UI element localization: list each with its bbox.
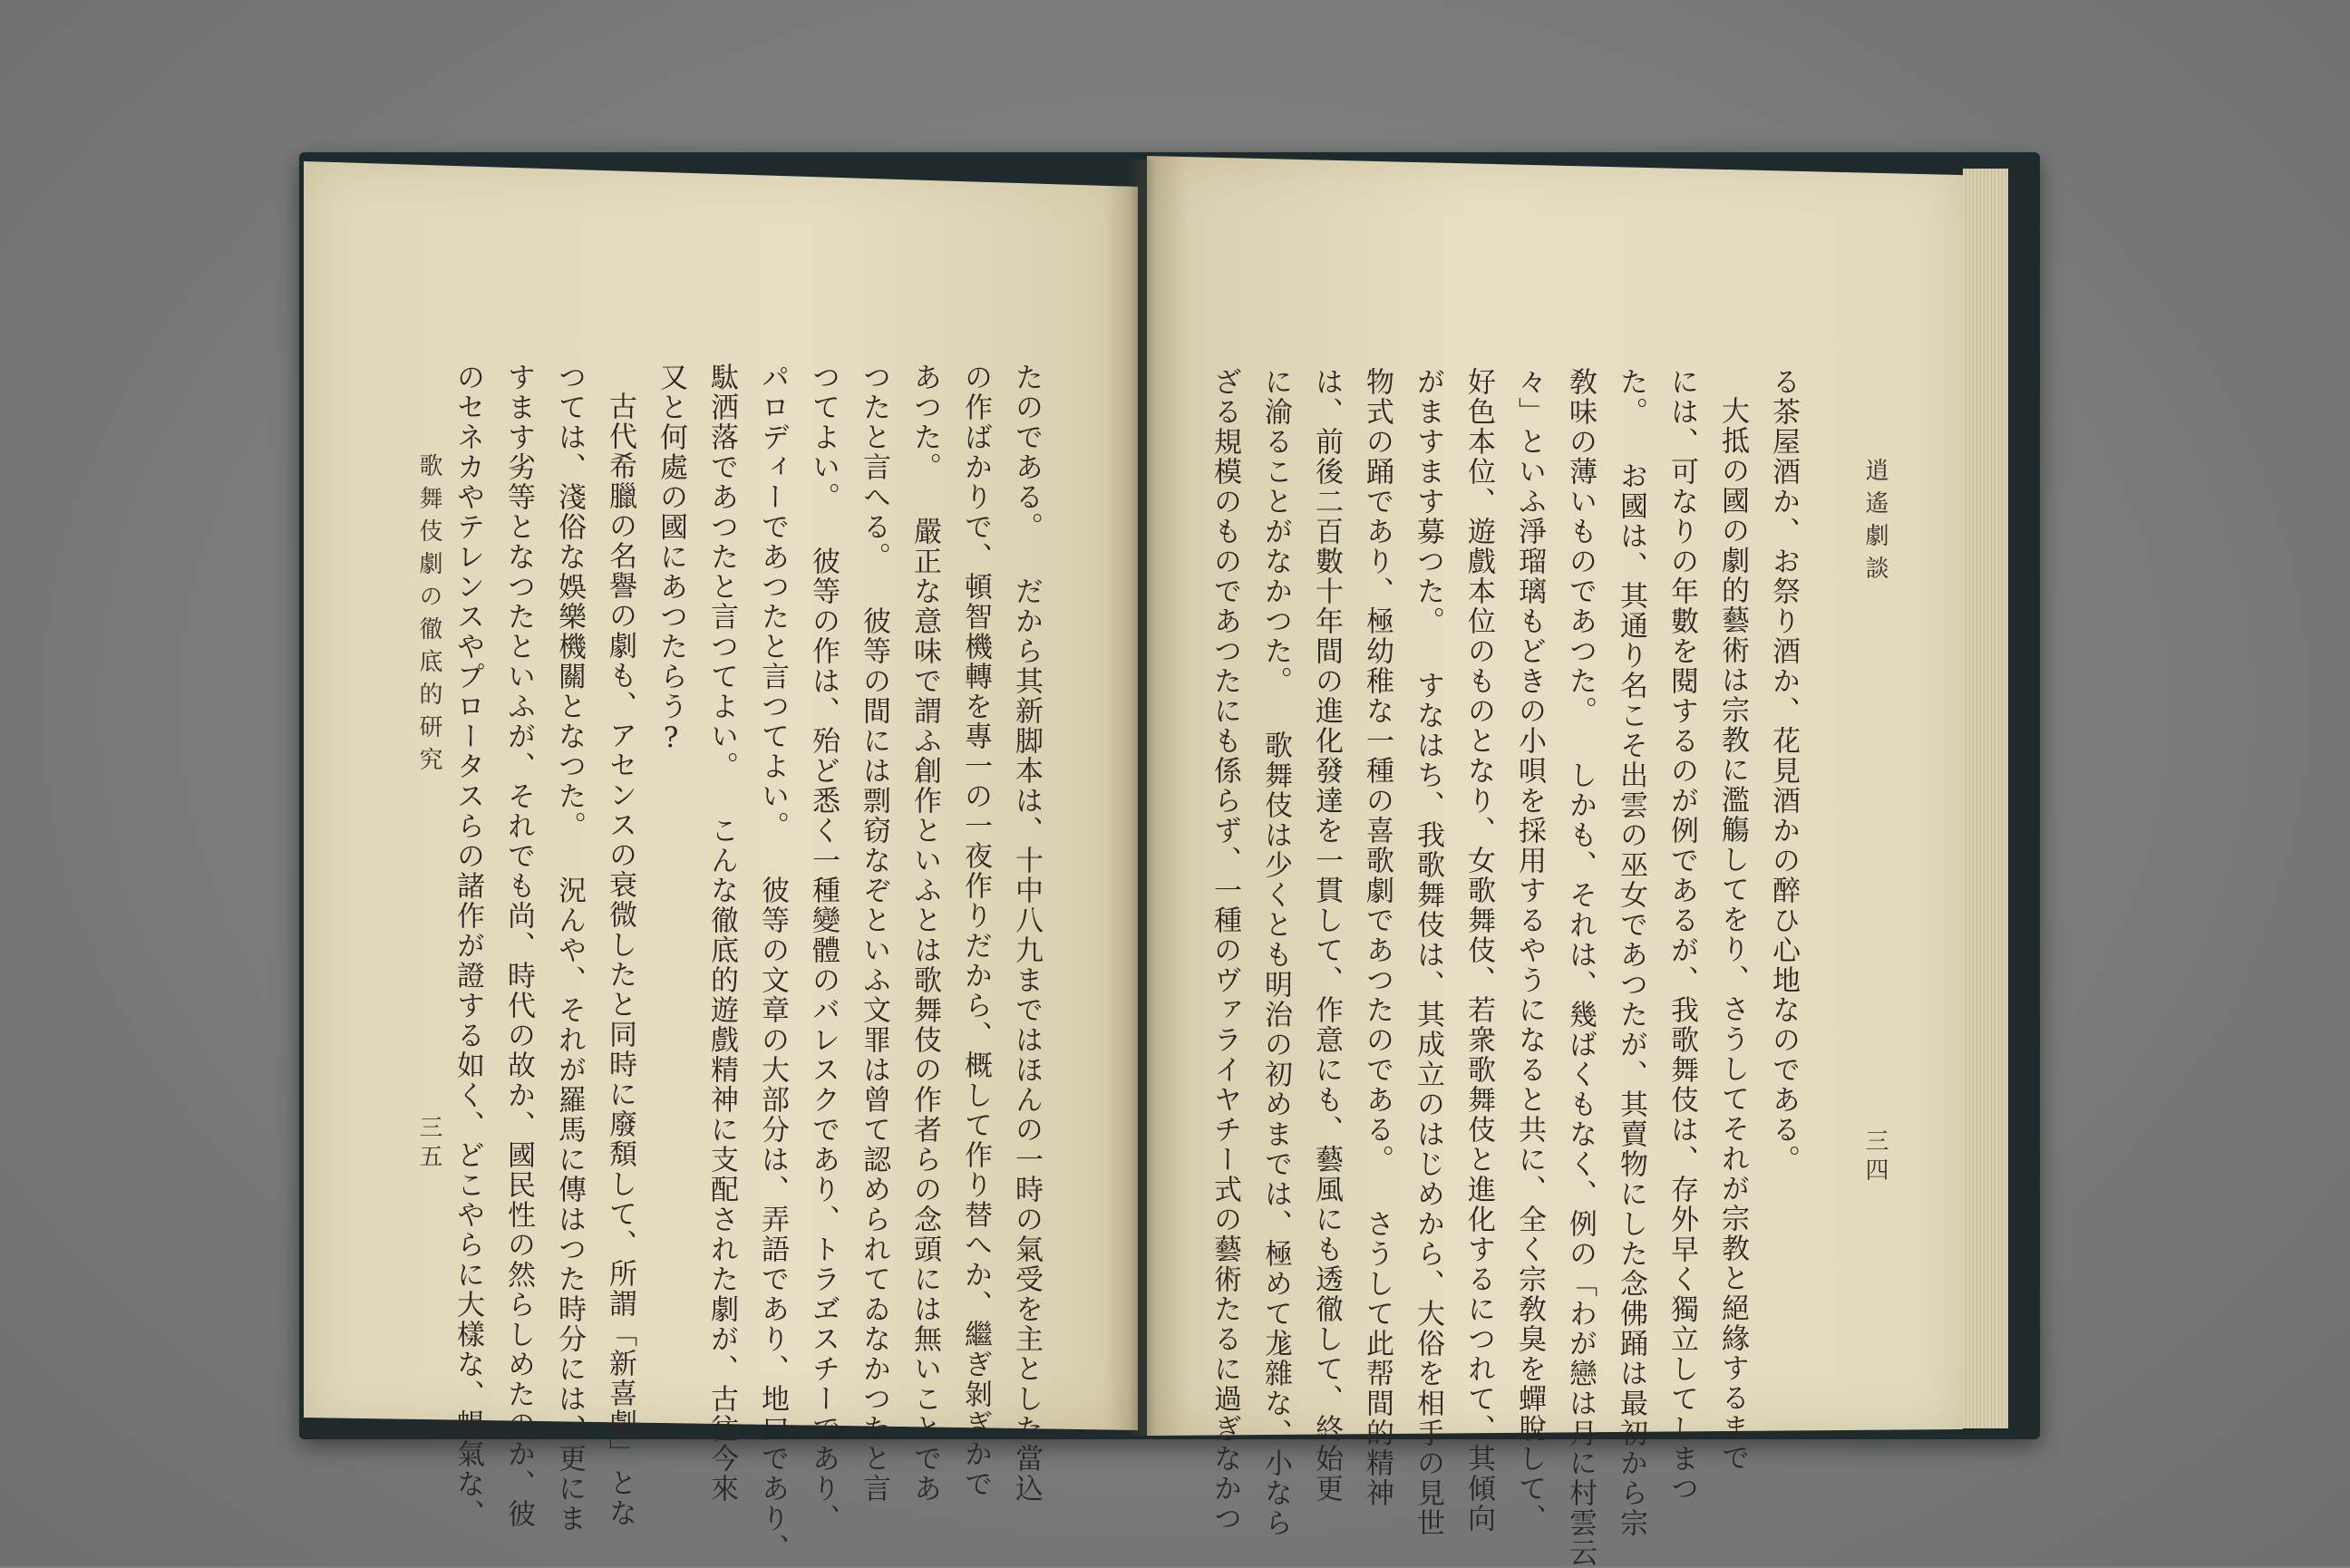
text-line: 駄洒落であつたと言つてよい。 こんな徹底的遊戲精神に支配された劇が、古往今來 bbox=[705, 363, 738, 1504]
text-line: あつた。 嚴正な意味で謂ふ創作といふとは歌舞伎の作者らの念頭には無いことであ bbox=[908, 363, 941, 1504]
right-page-number: 三四 bbox=[1861, 1128, 1889, 1186]
left-running-head: 歌舞伎劇の徹底的研究 bbox=[415, 453, 442, 779]
text-line: は、前後二百數十年間の進化發達を一貫して、作意にも、藝風にも透徹して、終始更 bbox=[1310, 367, 1343, 1504]
book-gutter bbox=[1129, 160, 1156, 1436]
text-line: に渝ることがなかつた。 歌舞伎は少くとも明治の初めまでは、極めて尨雜な、小なら bbox=[1259, 367, 1292, 1538]
text-line: 好色本位、遊戲本位のものとなり、女歌舞伎、若衆歌舞伎と進化するにつれて、其傾向 bbox=[1462, 367, 1495, 1534]
text-line: の作ばかりで、頓智機轉を專一の一夜作りだから、概して作り替へか、繼ぎ剝ぎかで bbox=[959, 363, 992, 1499]
text-line: のセネカやテレンスやプロータスらの諸作が證する如く、どこやらに大樣な、暢氣な、 bbox=[452, 363, 484, 1529]
text-line: た。 お國は、其通り名こそ出雲の巫女であつたが、其賣物にした念佛踊は最初から宗 bbox=[1615, 367, 1647, 1538]
text-line: 敎味の薄いものであつた。 しかも、それは、幾ばくもなく、例の「わが戀は月に村雲云 bbox=[1564, 367, 1597, 1568]
text-line: たのである。 だから其新脚本は、十中八九まではほんの一時の氣受を主とした當込 bbox=[1010, 363, 1043, 1504]
text-line: 々」といふ淨瑠璃もどきの小唄を採用するやうになると共に、全く宗敎臭を蟬脫して、 bbox=[1513, 367, 1546, 1534]
page-edges bbox=[1963, 169, 2008, 1428]
text-line: すます劣等となつたといふが、それでも尚、時代の故か、國民性の然らしめたのか、彼 bbox=[502, 363, 535, 1529]
text-line: つたと言へる。 彼等の間には剽窃なぞといふ文罪は曾て認められてゐなかつたと言 bbox=[858, 363, 890, 1504]
text-line: 又と何處の國にあつたらう? bbox=[655, 363, 687, 756]
text-line: には、可なりの年數を閱するのが例であるが、我歌舞伎は、存外早く獨立してしまつ bbox=[1665, 367, 1698, 1504]
text-line: がますます募つた。 すなはち、我歌舞伎は、其成立のはじめから、大俗を相手の見世 bbox=[1412, 367, 1444, 1538]
text-line: る茶屋酒か、お祭り酒か、花見酒かの醉ひ心地なのである。 bbox=[1767, 367, 1800, 1175]
text-line: 物式の踊であり、極幼稚な一種の喜歌劇であつたのである。 さうして此帮間的精神 bbox=[1361, 367, 1393, 1508]
right-running-head: 逍遙劇談 bbox=[1861, 458, 1889, 588]
text-line: 大抵の國の劇的藝術は宗教に濫觴してをり、さうしてそれが宗教と絕緣するまで bbox=[1716, 396, 1749, 1473]
text-line: つてよい。 彼等の作は、殆ど悉く一種變體のバレスクであり、トラヹスチーであり、 bbox=[807, 363, 840, 1534]
left-page-number: 三五 bbox=[415, 1115, 442, 1173]
text-line: ざる規模のものであつたにも係らず、一種のヴァライヤチー式の藝術たるに過ぎなかつ bbox=[1209, 367, 1241, 1534]
text-line: 古代希臘の名譽の劇も、アセンスの衰微したと同時に廢頽して、所謂「新喜劇」とな bbox=[604, 392, 636, 1528]
text-line: つては、淺俗な娛樂機關となつた。 況んや、それが羅馬に傳はつた時分には、更にま bbox=[553, 363, 586, 1534]
text-line: パロディーであつたと言つてよい。 彼等の文章の大部分は、弄語であり、地口であり、 bbox=[756, 363, 789, 1563]
